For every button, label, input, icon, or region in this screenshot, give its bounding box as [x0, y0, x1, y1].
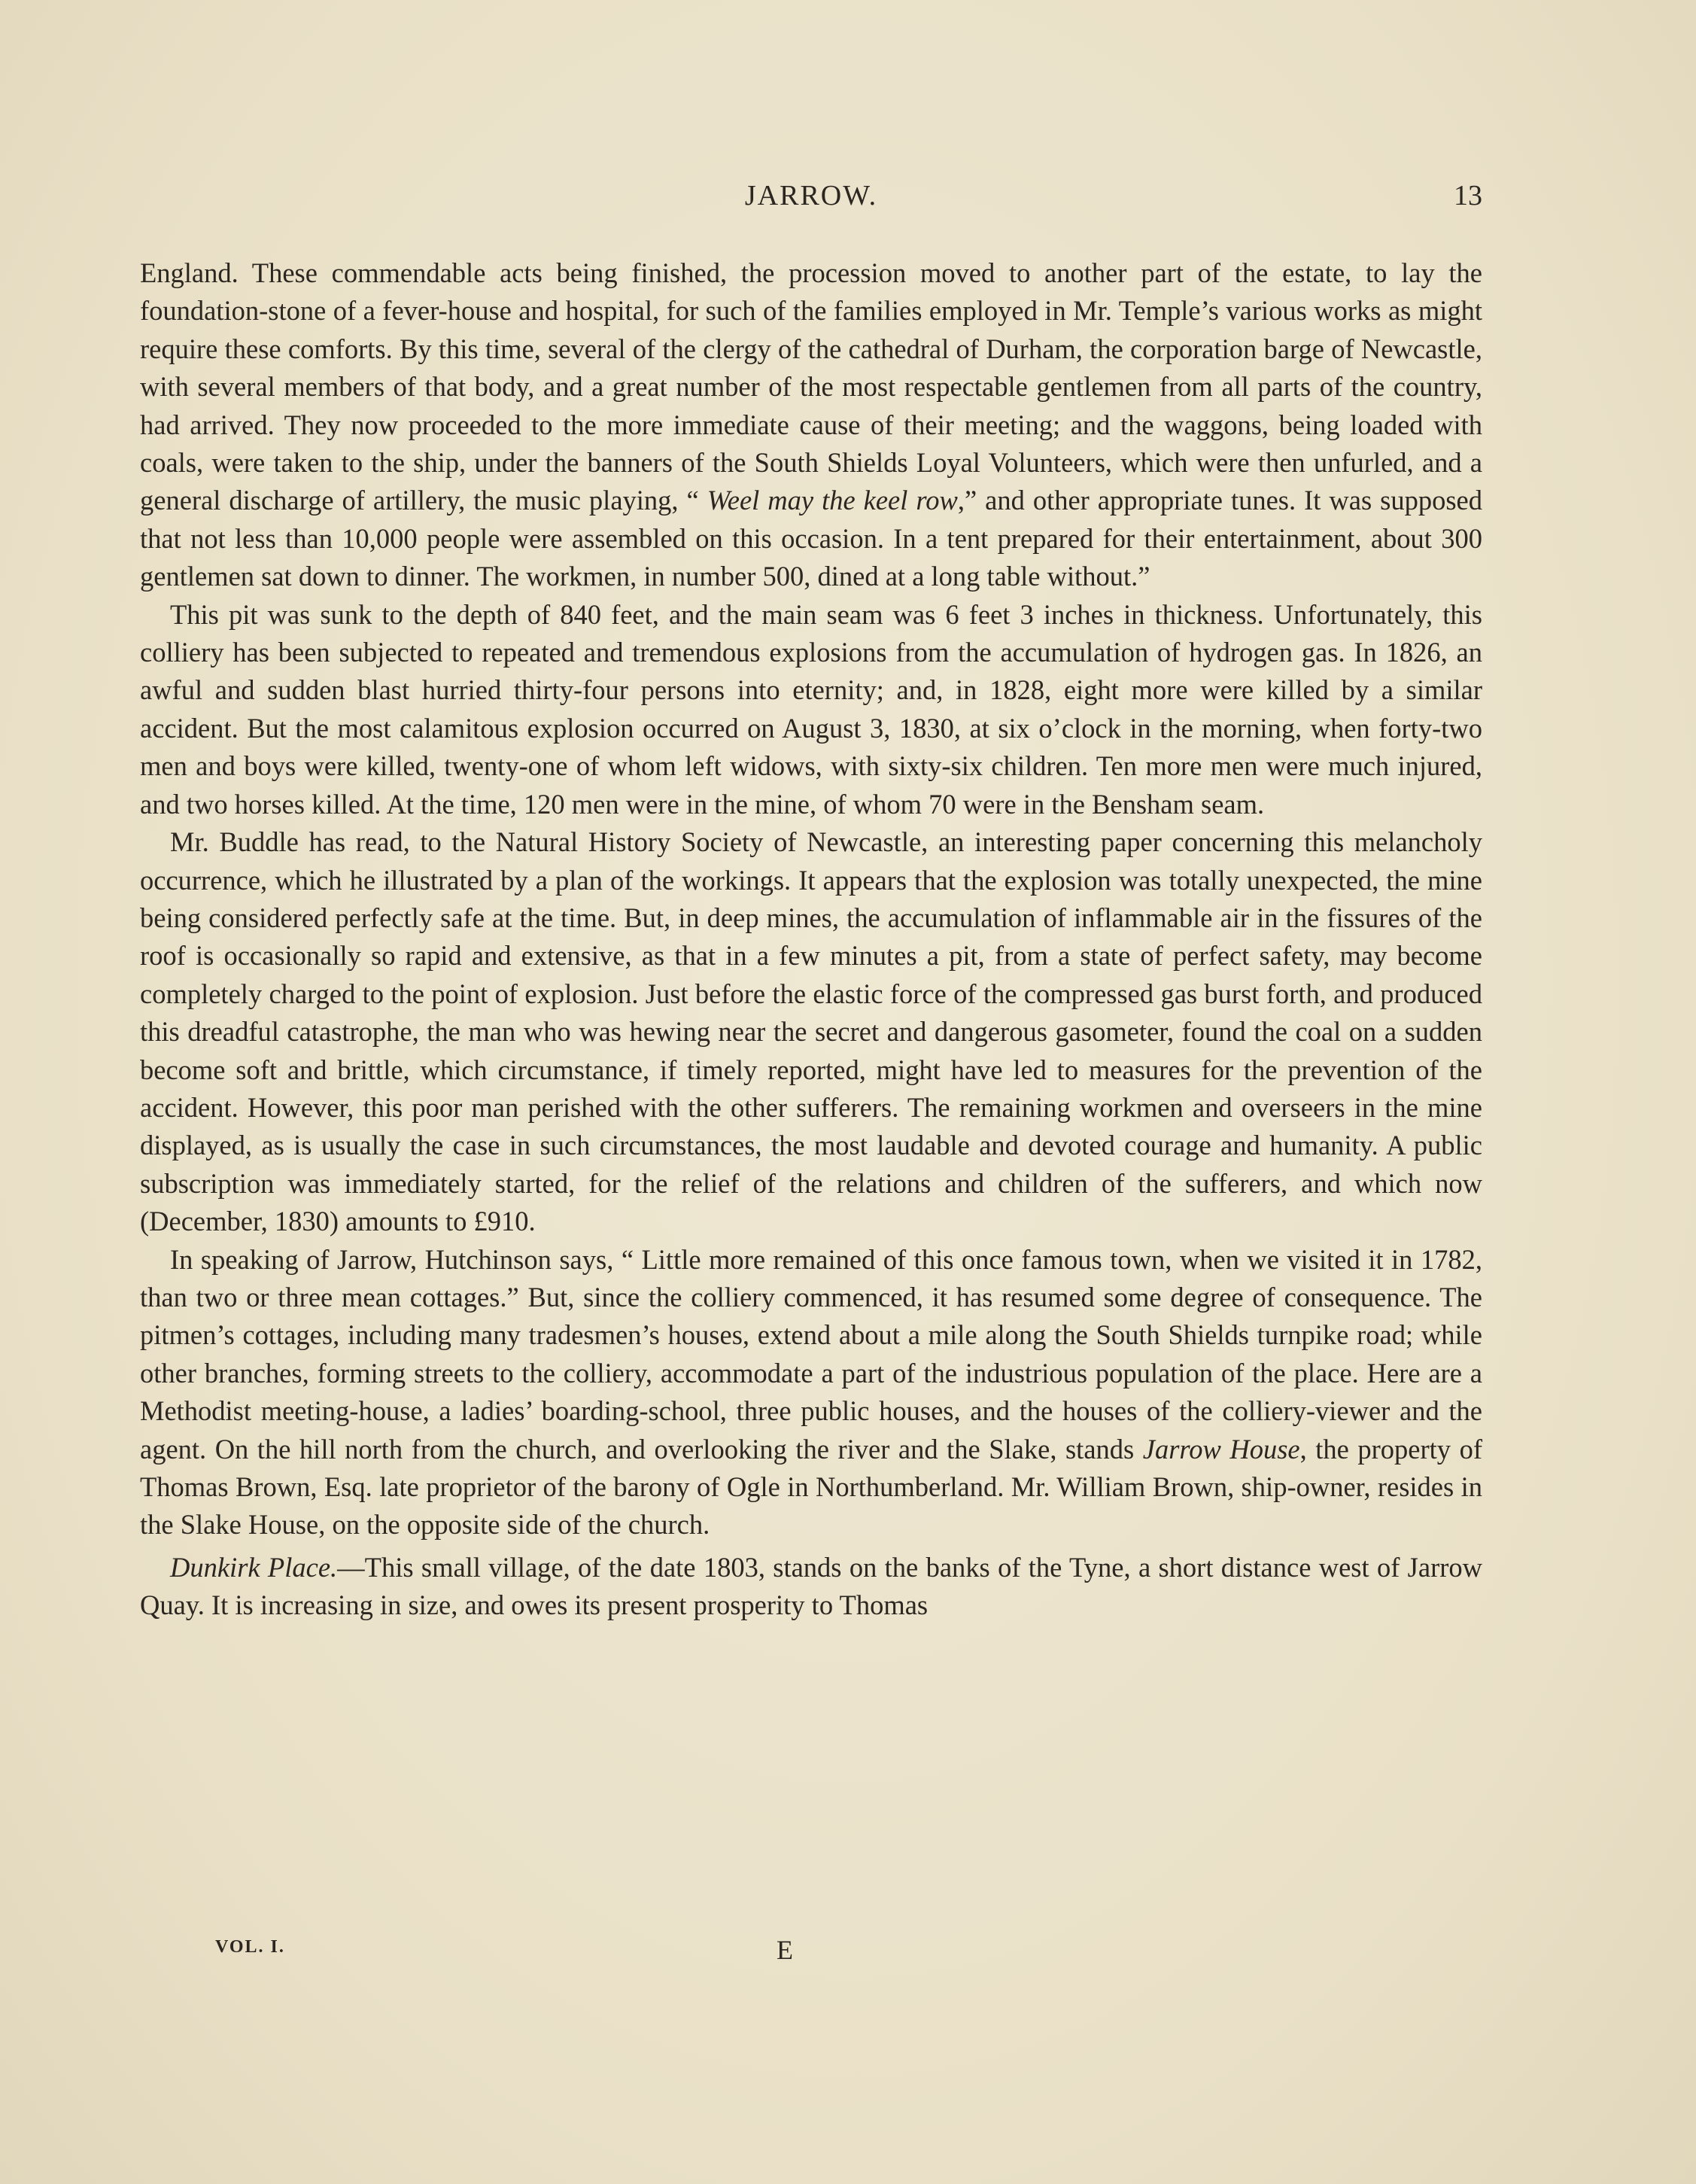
section-heading: Dunkirk Place. [170, 1551, 338, 1583]
page-footer [140, 1934, 1482, 1972]
song-title: Weel may the keel row [707, 485, 958, 516]
paragraph-1 [140, 254, 1482, 596]
running-title: JARROW. [744, 180, 878, 211]
paragraph-4 [140, 1241, 1482, 1544]
page-number: 13 [1454, 180, 1482, 211]
paragraph-2 [140, 596, 1482, 823]
volume-label: VOL. I. [215, 1937, 285, 1957]
text-segment: Mr. Buddle has read, to the Natural History Society of Newcastle, an interesting paper concerning this melancholy occurrence, which he illustrated by a plan of the workings. It appears that the explosion was totally unexpected, the mine being considered perfectly safe at the time. But, in deep mines, the accumulation of inflammable air in the fissures of the roof is occasionally so rapid and extensive, as that in a few minutes a pit, from a state of perfect safety, may become completely charged to the point of explosion. Just before the elastic force of the compressed gas burst forth, and produced this dreadful catastrophe, the man who was hewing near the secret and dangerous gasometer, found the coal on a sudden become soft and brittle, which circumstance, if timely reported, might have led to measures for the prevention of the accident. However, this poor man perished with the other sufferers. The remaining workmen and overseers in the mine displayed, as is usually the case in such circumstances, the most laudable and devoted courage and humanity. A public subscription was immediately started, for the relief of the relations and children of the sufferers, and which now (December, 1830) amounts to £910. [140, 826, 1482, 1237]
text-segment: This pit was sunk to the depth of 840 feet, and the main seam was 6 feet 3 inches in thickness. Unfortunately, this colliery has been subjected to repeated and tremendous explosions from the accumulation of hydrogen gas. In 1826, an awful and sudden blast hurried thirty-four persons into eternity; and, in 1828, eight more were killed by a similar accident. But the most calamitous explosion occurred on August 3, 1830, at six o’clock in the morning, when forty-two men and boys were killed, twenty-one of whom left widows, with sixty-six children. Ten more men were much injured, and two horses killed. At the time, 120 men were in the mine, of whom 70 were in the Bensham seam. [140, 598, 1482, 820]
text-segment: ,” and other appropriate tunes. It was supposed that not less than 10,000 people were assembled on this occasion. In a tent prepared for their entertainment, about 300 gentlemen sat down to dinner. The workmen, in number 500, dined at a long table without.” [140, 485, 1482, 592]
text-segment: —This small village, of the date 1803, stands on the banks of the Tyne, a short distance west of Jarrow Quay. It is increasing in size, and owes its present prosperity to Thomas [140, 1551, 1483, 1621]
signature-mark: E [777, 1935, 793, 1965]
text-segment: , the property of Thomas Brown, Esq. late proprietor of the barony of Ogle in Northumberland. Mr. William Brown, ship-owner, resides in the Slake House, on the opposite side of the church. [140, 1433, 1482, 1541]
page-header [140, 179, 1482, 224]
text-segment: In speaking of Jarrow, Hutchinson says, “ Little more remained of this once famous town, when we visited it in 1782, than two or three mean cottages.” But, since the colliery commenced, it has resumed some degree of consequence. The pitmen’s cottages, including many tradesmen’s houses, extend about a mile along the South Shields turnpike road; while other branches, forming streets to the colliery, accommodate a part of the industrious population of the place. Here are a Methodist meeting-house, a ladies’ boarding-school, three public houses, and the houses of the colliery-viewer and the agent. On the hill north from the church, and overlooking the river and the Slake, stands [140, 1243, 1482, 1465]
place-name: Jarrow House [1142, 1433, 1300, 1465]
text-segment: England. These commendable acts being finished, the procession moved to another part of the estate, to lay the foundation-stone of a fever-house and hospital, for such of the families employed in Mr. Temple’s various works as might require these comforts. By this time, several of the clergy of the cathedral of Durham, the corporation barge of Newcastle, with several members of that body, and a great number of the most respectable gentlemen from all parts of the country, had arrived. They now proceeded to the more immediate cause of their meeting; and the waggons, being loaded with coals, were taken to the ship, under the banners of the South Shields Loyal Volunteers, which were then unfurled, and a general discharge of artillery, the music playing, “ [140, 257, 1482, 516]
paragraph-5 [140, 1549, 1482, 1625]
body-text [140, 254, 1482, 1625]
paragraph-3 [140, 823, 1482, 1240]
